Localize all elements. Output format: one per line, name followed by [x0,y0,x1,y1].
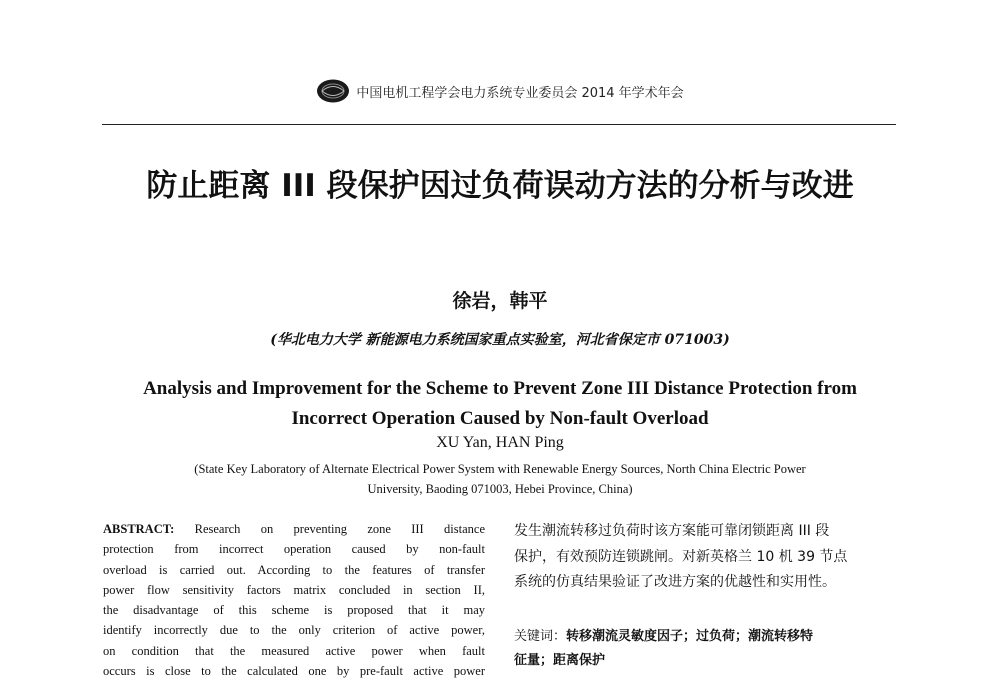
abstract-line: occurs is close to the calculated one by pre-fault active power [103,664,485,679]
header-divider [102,124,896,125]
abstract-line: ABSTRACT: Research on preventing zone III distance [103,522,485,536]
keywords-label: 关键词： [514,629,567,644]
keywords-zh [514,625,894,673]
conference-name: 中国电机工程学会电力系统专业委员会 2014 年学术年会 [356,85,684,101]
affiliation-en-line2: University, Baoding 071003, Hebei Province, China) [367,482,633,496]
keywords-line: 征量；距离保护 [514,653,606,668]
abstract-line: identify incorrectly due to the only criterion of active power, [103,623,485,638]
paper-title-en-line1: Analysis and Improvement for the Scheme to Prevent Zone III Distance Protection from [143,378,857,399]
affiliation-en [110,459,890,499]
conference-header [0,78,1000,104]
abstract-line: power flow sensitivity factors matrix concluded in section II, [103,582,485,597]
authors-zh: 徐岩，韩平 [452,290,548,312]
paper-title-zh: 防止距离 III 段保护因过负荷误动方法的分析与改进 [146,168,854,204]
abstract-line: the disadvantage of this scheme is proposed that it may [103,603,485,618]
abstract-label: ABSTRACT: [103,522,175,536]
affiliation-en-line1: (State Key Laboratory of Alternate Electrical Power System with Renewable Energy Sources, North China Electric Power [194,462,806,476]
abstract-line: overload is carried out. According to the features of transfer [103,562,485,577]
paper-title-en-line2: Incorrect Operation Caused by Non-fault Overload [291,408,709,429]
paper-title-en [80,374,920,434]
abstract-zh-line: 系统的仿真结果验证了改进方案的优越性和实用性。 [514,574,836,590]
keywords-line: 关键词：转移潮流灵敏度因子；过负荷；潮流转移特 [514,629,814,644]
abstract-zh-line: 发生潮流转移过负荷时该方案能可靠闭锁距离 III 段 [514,523,830,539]
abstract-en [103,519,485,681]
abstract-zh-line: 保护，有效预防连锁跳闸。对新英格兰 10 机 39 节点 [514,548,848,565]
abstract-zh [514,519,894,596]
society-logo-icon [316,78,350,104]
affiliation-zh: (华北电力大学 新能源电力系统国家重点实验室，河北省保定市 071003) [270,332,730,348]
abstract-line: protection from incorrect operation caused by non-fault [103,542,485,557]
abstract-line: on condition that the measured active power when fault [103,643,485,658]
authors-en: XU Yan, HAN Ping [436,434,564,451]
